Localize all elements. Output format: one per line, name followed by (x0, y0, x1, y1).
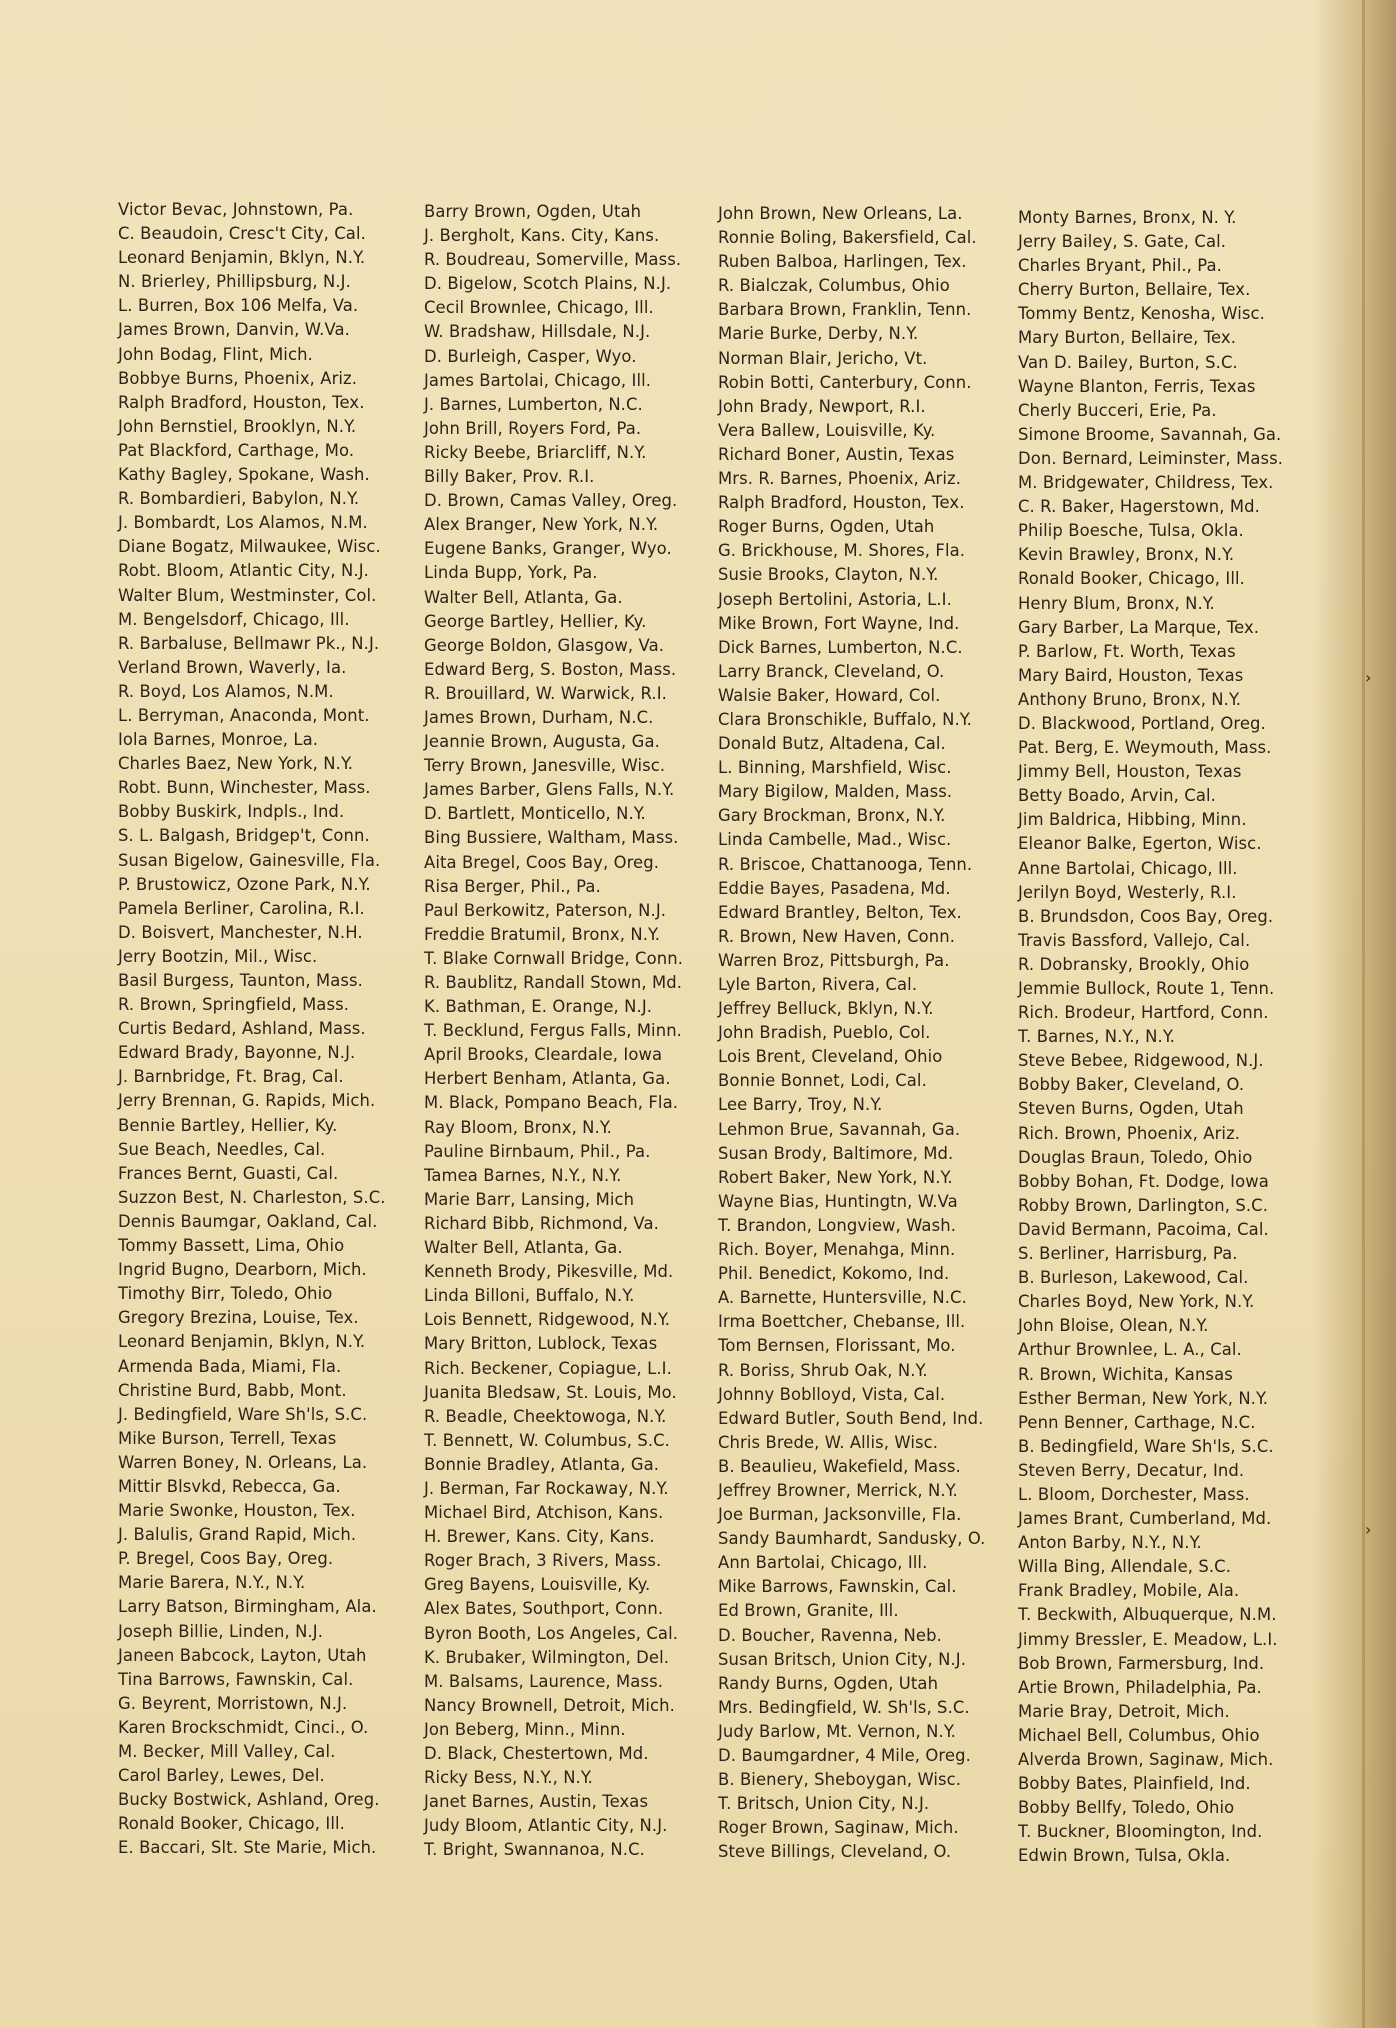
name-entry: Wayne Blanton, Ferris, Texas (1018, 376, 1256, 396)
name-entry: Willa Bing, Allendale, S.C. (1018, 1557, 1232, 1577)
name-entry: Rich. Brown, Phoenix, Ariz. (1018, 1123, 1241, 1143)
name-entry: Pat. Berg, E. Weymouth, Mass. (1018, 738, 1272, 758)
name-entry: Aita Bregel, Coos Bay, Oreg. (424, 852, 660, 872)
name-entry: Jon Beberg, Minn., Minn. (424, 1719, 626, 1739)
name-entry: Judy Bloom, Atlantic City, N.J. (424, 1816, 668, 1836)
name-entry: T. Bright, Swannanoa, N.C. (424, 1840, 645, 1860)
name-entry: Curtis Bedard, Ashland, Mass. (118, 1019, 366, 1039)
name-entry: Walter Bell, Atlanta, Ga. (424, 587, 623, 607)
name-entry: R. Barbaluse, Bellmawr Pk., N.J. (118, 633, 380, 653)
name-entry: G. Brickhouse, M. Shores, Fla. (718, 541, 966, 561)
name-entry: T. Blake Cornwall Bridge, Conn. (424, 948, 684, 968)
name-entry: M. Bengelsdorf, Chicago, Ill. (118, 609, 350, 629)
name-column-4 (1018, 206, 1308, 1868)
name-entry: Carol Barley, Lewes, Del. (118, 1766, 325, 1786)
name-entry: Frank Bradley, Mobile, Ala. (1018, 1581, 1240, 1601)
name-entry: Johnny Boblloyd, Vista, Cal. (718, 1384, 946, 1404)
name-entry: Jeffrey Belluck, Bklyn, N.Y. (718, 999, 934, 1019)
name-entry: George Boldon, Glasgow, Va. (424, 635, 665, 655)
name-entry: D. Brown, Camas Valley, Oreg. (424, 491, 678, 511)
name-entry: Jim Baldrica, Hibbing, Minn. (1018, 810, 1247, 830)
name-entry: D. Black, Chestertown, Md. (424, 1744, 649, 1763)
name-entry: Philip Boesche, Tulsa, Okla. (1018, 521, 1244, 541)
name-entry: D. Bartlett, Monticello, N.Y. (424, 804, 646, 824)
name-entry: Randy Burns, Ogden, Utah (718, 1673, 939, 1693)
name-entry: James Brown, Danvin, W.Va. (118, 320, 350, 340)
name-entry: Henry Blum, Bronx, N.Y. (1018, 593, 1215, 613)
name-entry: Joe Burman, Jacksonville, Fla. (718, 1505, 962, 1525)
name-entry: D. Boucher, Ravenna, Neb. (718, 1625, 942, 1645)
name-entry: Sue Beach, Needles, Cal. (118, 1139, 326, 1159)
name-entry: Don. Bernard, Leiminster, Mass. (1018, 448, 1284, 468)
name-entry: Susie Brooks, Clayton, N.Y. (718, 565, 939, 585)
name-entry: J. Bergholt, Kans. City, Kans. (424, 226, 660, 246)
name-entry: Penn Benner, Carthage, N.C. (1018, 1412, 1256, 1432)
name-entry: Bobbye Burns, Phoenix, Ariz. (118, 368, 358, 388)
name-entry: Jerry Brennan, G. Rapids, Mich. (118, 1091, 376, 1111)
name-entry: Esther Berman, New York, N.Y. (1018, 1388, 1269, 1408)
name-entry: L. Berryman, Anaconda, Mont. (118, 705, 370, 725)
name-entry: Simone Broome, Savannah, Ga. (1018, 424, 1282, 444)
name-entry: Bing Bussiere, Waltham, Mass. (424, 828, 679, 848)
name-entry: Gary Barber, La Marque, Tex. (1018, 617, 1260, 637)
name-entry: Edward Berg, S. Boston, Mass. (424, 659, 677, 679)
name-entry: Jerry Bailey, S. Gate, Cal. (1018, 232, 1227, 252)
name-entry: Lee Barry, Troy, N.Y. (718, 1095, 883, 1115)
name-entry: R. Brown, Wichita, Kansas (1018, 1364, 1233, 1384)
name-entry: Richard Bibb, Richmond, Va. (424, 1213, 659, 1233)
name-entry: Barry Brown, Ogden, Utah (424, 202, 642, 221)
name-entry: Juanita Bledsaw, St. Louis, Mo. (424, 1382, 677, 1402)
name-entry: Gary Brockman, Bronx, N.Y. (718, 806, 946, 826)
name-entry: Anthony Bruno, Bronx, N.Y. (1018, 689, 1242, 709)
name-entry: Ricky Bess, N.Y., N.Y. (424, 1768, 593, 1788)
name-entry: Walsie Baker, Howard, Col. (718, 685, 941, 705)
name-entry: T. Barnes, N.Y., N.Y. (1018, 1027, 1175, 1047)
name-entry: Marie Barera, N.Y., N.Y. (118, 1573, 306, 1593)
name-entry: Paul Berkowitz, Paterson, N.J. (424, 900, 667, 920)
name-entry: Janet Barnes, Austin, Texas (424, 1792, 649, 1812)
name-entry: Dennis Baumgar, Oakland, Cal. (118, 1211, 378, 1231)
name-entry: L. Bloom, Dorchester, Mass. (1018, 1484, 1250, 1504)
name-entry: Ronald Booker, Chicago, Ill. (118, 1814, 345, 1834)
name-entry: Joseph Billie, Linden, N.J. (118, 1621, 324, 1641)
name-entry: Ronnie Boling, Bakersfield, Cal. (718, 228, 977, 248)
name-entry: Douglas Braun, Toledo, Ohio (1018, 1147, 1253, 1167)
name-entry: J. Barnes, Lumberton, N.C. (424, 394, 643, 414)
name-entry: Robby Brown, Darlington, S.C. (1018, 1195, 1268, 1215)
name-entry: Charles Baez, New York, N.Y. (118, 754, 354, 774)
name-entry: Tina Barrows, Fawnskin, Cal. (118, 1669, 354, 1689)
name-entry: Warren Broz, Pittsburgh, Pa. (718, 950, 950, 970)
name-entry: Larry Branck, Cleveland, O. (718, 661, 945, 681)
name-entry: H. Brewer, Kans. City, Kans. (424, 1527, 655, 1547)
name-entry: Lyle Barton, Rivera, Cal. (718, 975, 918, 994)
name-entry: Susan Brody, Baltimore, Md. (718, 1143, 954, 1163)
name-entry: John Bodag, Flint, Mich. (118, 344, 313, 364)
name-entry: Jimmy Bell, Houston, Texas (1018, 762, 1242, 782)
name-entry: Lois Bennett, Ridgewood, N.Y. (424, 1310, 671, 1330)
name-entry: Michael Bell, Columbus, Ohio (1018, 1725, 1260, 1745)
name-entry: Edward Butler, South Bend, Ind. (718, 1408, 984, 1428)
name-entry: Basil Burgess, Taunton, Mass. (118, 971, 363, 990)
name-entry: John Bernstiel, Brooklyn, N.Y. (118, 416, 357, 436)
name-entry: Gregory Brezina, Louise, Tex. (118, 1308, 359, 1328)
name-entry: Suzzon Best, N. Charleston, S.C. (118, 1187, 386, 1207)
name-entry: Bennie Bartley, Hellier, Ky. (118, 1115, 338, 1135)
name-entry: Steve Billings, Cleveland, O. (718, 1842, 952, 1862)
name-list-columns (118, 198, 1308, 1866)
name-entry: Chris Brede, W. Allis, Wisc. (718, 1432, 939, 1452)
name-entry: Cecil Brownlee, Chicago, Ill. (424, 298, 654, 318)
name-entry: Warren Boney, N. Orleans, La. (118, 1452, 368, 1472)
name-entry: Nancy Brownell, Detroit, Mich. (424, 1695, 675, 1715)
name-entry: M. Becker, Mill Valley, Cal. (118, 1742, 336, 1761)
name-entry: M. Balsams, Laurence, Mass. (424, 1671, 664, 1691)
name-entry: C. R. Baker, Hagerstown, Md. (1018, 497, 1260, 517)
name-entry: John Brown, New Orleans, La. (718, 204, 963, 223)
name-entry: Ralph Bradford, Houston, Tex. (118, 392, 365, 412)
name-entry: Ed Brown, Granite, Ill. (718, 1601, 899, 1621)
margin-mark: › (1365, 668, 1372, 687)
name-entry: Kevin Brawley, Bronx, N.Y. (1018, 545, 1235, 565)
name-entry: P. Bregel, Coos Bay, Oreg. (118, 1549, 334, 1569)
name-entry: Dick Barnes, Lumberton, N.C. (718, 637, 963, 657)
name-entry: B. Brundsdon, Coos Bay, Oreg. (1018, 906, 1274, 926)
name-entry: R. Brown, New Haven, Conn. (718, 926, 956, 946)
name-entry: Arthur Brownlee, L. A., Cal. (1018, 1340, 1242, 1360)
name-entry: Verland Brown, Waverly, Ia. (118, 657, 347, 677)
name-entry: Ray Bloom, Bronx, N.Y. (424, 1117, 612, 1137)
name-entry: James Brown, Durham, N.C. (424, 707, 654, 727)
name-entry: Greg Bayens, Louisville, Ky. (424, 1575, 651, 1595)
name-entry: Roger Burns, Ogden, Utah (718, 517, 935, 537)
name-entry: Alverda Brown, Saginaw, Mich. (1018, 1750, 1274, 1769)
name-entry: Eddie Bayes, Pasadena, Md. (718, 878, 951, 898)
name-entry: R. Boyd, Los Alamos, N.M. (118, 681, 334, 701)
name-entry: Larry Batson, Birmingham, Ala. (118, 1597, 377, 1617)
name-entry: J. Berman, Far Rockaway, N.Y. (424, 1478, 669, 1498)
name-entry: J. Barnbridge, Ft. Brag, Cal. (118, 1067, 344, 1087)
name-entry: Barbara Brown, Franklin, Tenn. (718, 300, 972, 320)
name-entry: Irma Boettcher, Chebanse, Ill. (718, 1312, 966, 1332)
name-entry: P. Barlow, Ft. Worth, Texas (1018, 641, 1236, 661)
name-entry: D. Bigelow, Scotch Plains, N.J. (424, 274, 672, 294)
name-entry: Steve Bebee, Ridgewood, N.J. (1018, 1051, 1264, 1071)
name-entry: Mrs. Bedingfield, W. Sh'ls, S.C. (718, 1697, 970, 1717)
name-entry: B. Bienery, Sheboygan, Wisc. (718, 1770, 962, 1790)
name-column-2 (424, 200, 718, 1862)
name-entry: Kenneth Brody, Pikesville, Md. (424, 1262, 674, 1282)
name-entry: Jeannie Brown, Augusta, Ga. (424, 732, 660, 752)
name-entry: Edward Brady, Bayonne, N.J. (118, 1043, 356, 1063)
name-entry: Jemmie Bullock, Route 1, Tenn. (1018, 979, 1275, 998)
name-entry: Susan Bigelow, Gainesville, Fla. (118, 850, 381, 870)
name-entry: Jerilyn Boyd, Westerly, R.I. (1018, 882, 1237, 902)
name-entry: Marie Swonke, Houston, Tex. (118, 1501, 356, 1521)
name-entry: R. Dobransky, Brookly, Ohio (1018, 954, 1250, 974)
name-entry: Janeen Babcock, Layton, Utah (118, 1645, 367, 1665)
name-column-1 (118, 198, 424, 1860)
name-entry: Van D. Bailey, Burton, S.C. (1018, 352, 1238, 372)
name-entry: Eugene Banks, Granger, Wyo. (424, 539, 672, 559)
name-entry: Leonard Benjamin, Bklyn, N.Y. (118, 248, 366, 268)
name-entry: Charles Bryant, Phil., Pa. (1018, 256, 1222, 276)
name-entry: Michael Bird, Atchison, Kans. (424, 1503, 664, 1523)
name-entry: Iola Barnes, Monroe, La. (118, 730, 319, 750)
name-entry: Mary Bigilow, Malden, Mass. (718, 782, 953, 802)
name-entry: Edwin Brown, Tulsa, Okla. (1018, 1846, 1231, 1866)
name-entry: R. Boudreau, Somerville, Mass. (424, 250, 682, 270)
name-entry: Pamela Berliner, Carolina, R.I. (118, 898, 365, 918)
name-entry: M. Black, Pompano Beach, Fla. (424, 1093, 679, 1113)
name-entry: Mike Brown, Fort Wayne, Ind. (718, 613, 960, 633)
name-entry: Clara Bronschikle, Buffalo, N.Y. (718, 709, 972, 729)
name-entry: R. Briscoe, Chattanooga, Tenn. (718, 854, 973, 874)
name-entry: Roger Brown, Saginaw, Mich. (718, 1818, 959, 1838)
name-entry: P. Brustowicz, Ozone Park, N.Y. (118, 874, 371, 894)
name-entry: Pauline Birnbaum, Phil., Pa. (424, 1141, 651, 1161)
name-entry: Rich. Beckener, Copiague, L.I. (424, 1358, 672, 1378)
name-entry: Rich. Brodeur, Hartford, Conn. (1018, 1003, 1269, 1023)
name-entry: Bobby Bohan, Ft. Dodge, Iowa (1018, 1171, 1269, 1191)
name-entry: B. Burleson, Lakewood, Cal. (1018, 1268, 1249, 1288)
name-entry: L. Binning, Marshfield, Wisc. (718, 758, 952, 778)
name-entry: Bucky Bostwick, Ashland, Oreg. (118, 1790, 380, 1810)
name-entry: Robin Botti, Canterbury, Conn. (718, 372, 972, 392)
name-entry: Karen Brockschmidt, Cinci., O. (118, 1717, 369, 1737)
name-entry: Mary Baird, Houston, Texas (1018, 665, 1244, 685)
name-entry: Artie Brown, Philadelphia, Pa. (1018, 1677, 1262, 1697)
name-entry: Norman Blair, Jericho, Vt. (718, 348, 928, 368)
name-entry: Bobby Bates, Plainfield, Ind. (1018, 1774, 1251, 1794)
name-entry: James Brant, Cumberland, Md. (1018, 1509, 1272, 1529)
name-entry: John Brill, Royers Ford, Pa. (424, 418, 642, 438)
name-entry: John Brady, Newport, R.I. (718, 396, 926, 416)
name-entry: Herbert Benham, Atlanta, Ga. (424, 1069, 671, 1089)
name-entry: Marie Barr, Lansing, Mich (424, 1189, 635, 1209)
name-entry: J. Balulis, Grand Rapid, Mich. (118, 1525, 357, 1545)
name-entry: R. Beadle, Cheektowoga, N.Y. (424, 1406, 667, 1426)
name-entry: Marie Burke, Derby, N.Y. (718, 324, 919, 344)
name-entry: Susan Britsch, Union City, N.J. (718, 1649, 967, 1669)
name-entry: Cherry Burton, Bellaire, Tex. (1018, 280, 1251, 300)
name-entry: Mary Britton, Lublock, Texas (424, 1334, 658, 1354)
name-entry: T. Becklund, Fergus Falls, Minn. (424, 1021, 682, 1041)
name-entry: Phil. Benedict, Kokomo, Ind. (718, 1264, 950, 1284)
name-entry: S. Berliner, Harrisburg, Pa. (1018, 1244, 1238, 1264)
name-entry: R. Brouillard, W. Warwick, R.I. (424, 683, 667, 703)
name-entry: Edward Brantley, Belton, Tex. (718, 902, 962, 922)
name-entry: Tom Bernsen, Florissant, Mo. (718, 1336, 956, 1356)
name-entry: Bonnie Bradley, Atlanta, Ga. (424, 1454, 660, 1474)
name-entry: James Bartolai, Chicago, Ill. (424, 370, 652, 390)
name-entry: D. Baumgardner, 4 Mile, Oreg. (718, 1746, 971, 1765)
name-entry: Lois Brent, Cleveland, Ohio (718, 1047, 943, 1067)
name-entry: L. Burren, Box 106 Melfa, Va. (118, 296, 359, 316)
name-entry: Linda Billoni, Buffalo, N.Y. (424, 1286, 635, 1306)
name-entry: Frances Bernt, Guasti, Cal. (118, 1163, 339, 1183)
name-entry: Joseph Bertolini, Astoria, L.I. (718, 589, 952, 609)
name-entry: Timothy Birr, Toledo, Ohio (118, 1284, 333, 1304)
name-entry: Richard Boner, Austin, Texas (718, 444, 955, 464)
name-entry: Linda Cambelle, Mad., Wisc. (718, 830, 952, 850)
name-entry: Christine Burd, Babb, Mont. (118, 1380, 347, 1400)
name-entry: James Barber, Glens Falls, N.Y. (424, 780, 675, 800)
name-entry: Marie Bray, Detroit, Mich. (1018, 1701, 1230, 1721)
name-entry: Ruben Balboa, Harlingen, Tex. (718, 252, 967, 272)
name-entry: Mike Barrows, Fawnskin, Cal. (718, 1577, 957, 1597)
name-entry: W. Bradshaw, Hillsdale, N.J. (424, 322, 651, 342)
name-entry: Tamea Barnes, N.Y., N.Y. (424, 1165, 622, 1185)
name-entry: David Bermann, Pacoima, Cal. (1018, 1219, 1269, 1239)
name-entry: Walter Blum, Westminster, Col. (118, 585, 377, 605)
name-entry: D. Boisvert, Manchester, N.H. (118, 922, 363, 942)
name-entry: A. Barnette, Huntersville, N.C. (718, 1288, 967, 1308)
name-entry: R. Boriss, Shrub Oak, N.Y. (718, 1360, 928, 1380)
name-entry: Sandy Baumhardt, Sandusky, O. (718, 1529, 986, 1549)
name-entry: Ricky Beebe, Briarcliff, N.Y. (424, 442, 647, 462)
name-entry: R. Brown, Springfield, Mass. (118, 995, 350, 1015)
name-entry: R. Bialczak, Columbus, Ohio (718, 276, 950, 296)
name-entry: J. Bombardt, Los Alamos, N.M. (118, 513, 368, 533)
name-entry: Jerry Bootzin, Mil., Wisc. (118, 946, 318, 966)
name-entry: T. Brandon, Longview, Wash. (718, 1215, 957, 1235)
name-entry: Betty Boado, Arvin, Cal. (1018, 786, 1216, 806)
name-entry: Lehmon Brue, Savannah, Ga. (718, 1119, 961, 1139)
name-entry: E. Baccari, Slt. Ste Marie, Mich. (118, 1838, 377, 1858)
name-entry: R. Bombardieri, Babylon, N.Y. (118, 489, 360, 509)
name-entry: J. Bedingfield, Ware Sh'ls, S.C. (118, 1404, 368, 1424)
name-entry: K. Bathman, E. Orange, N.J. (424, 997, 653, 1017)
name-entry: Mrs. R. Barnes, Phoenix, Ariz. (718, 469, 962, 489)
name-entry: Judy Barlow, Mt. Vernon, N.Y. (718, 1721, 956, 1741)
name-entry: T. Britsch, Union City, N.J. (718, 1794, 930, 1814)
name-entry: Eleanor Balke, Egerton, Wisc. (1018, 834, 1262, 854)
name-entry: Ralph Bradford, Houston, Tex. (718, 493, 965, 513)
name-entry: M. Bridgewater, Childress, Tex. (1018, 473, 1274, 493)
name-entry: Mittir Blsvkd, Rebecca, Ga. (118, 1476, 341, 1496)
name-entry: G. Beyrent, Morristown, N.J. (118, 1693, 348, 1713)
name-entry: Bobby Baker, Cleveland, O. (1018, 1075, 1245, 1095)
name-entry: Bonnie Bonnet, Lodi, Cal. (718, 1071, 927, 1091)
name-entry: T. Bennett, W. Columbus, S.C. (424, 1430, 670, 1450)
name-entry: Kathy Bagley, Spokane, Wash. (118, 465, 370, 485)
name-entry: Cherly Bucceri, Erie, Pa. (1018, 400, 1217, 420)
name-entry: D. Burleigh, Casper, Wyo. (424, 346, 637, 366)
name-entry: Mike Burson, Terrell, Texas (118, 1428, 337, 1448)
name-entry: Bob Brown, Farmersburg, Ind. (1018, 1653, 1265, 1673)
name-entry: Rich. Boyer, Menahga, Minn. (718, 1240, 956, 1260)
name-entry: Ann Bartolai, Chicago, Ill. (718, 1553, 928, 1573)
name-entry: B. Bedingfield, Ware Sh'ls, S.C. (1018, 1436, 1274, 1456)
name-entry: Steven Burns, Ogden, Utah (1018, 1099, 1244, 1119)
name-entry: Diane Bogatz, Milwaukee, Wisc. (118, 537, 381, 557)
name-entry: John Bradish, Pueblo, Col. (718, 1023, 931, 1043)
name-entry: Roger Brach, 3 Rivers, Mass. (424, 1551, 662, 1571)
name-entry: Jeffrey Browner, Merrick, N.Y. (718, 1480, 958, 1500)
name-entry: Robt. Bloom, Atlantic City, N.J. (118, 561, 369, 581)
name-entry: Tommy Bentz, Kenosha, Wisc. (1018, 304, 1265, 324)
name-entry: George Bartley, Hellier, Ky. (424, 611, 647, 631)
name-entry: T. Beckwith, Albuquerque, N.M. (1018, 1605, 1277, 1625)
name-entry: C. Beaudoin, Cresc't City, Cal. (118, 224, 366, 244)
name-entry: April Brooks, Cleardale, Iowa (424, 1045, 663, 1065)
name-entry: Ronald Booker, Chicago, Ill. (1018, 569, 1245, 589)
name-entry: Billy Baker, Prov. R.I. (424, 467, 595, 487)
name-entry: Linda Bupp, York, Pa. (424, 563, 598, 583)
name-entry: Pat Blackford, Carthage, Mo. (118, 440, 355, 460)
name-entry: Donald Butz, Altadena, Cal. (718, 734, 946, 754)
name-entry: Jimmy Bressler, E. Meadow, L.I. (1018, 1629, 1278, 1649)
name-entry: Vera Ballew, Louisville, Ky. (718, 420, 936, 440)
name-entry: Victor Bevac, Johnstown, Pa. (118, 200, 354, 219)
name-entry: Mary Burton, Bellaire, Tex. (1018, 328, 1237, 348)
name-entry: Charles Boyd, New York, N.Y. (1018, 1292, 1255, 1312)
name-entry: Ingrid Bugno, Dearborn, Mich. (118, 1260, 367, 1280)
name-entry: D. Blackwood, Portland, Oreg. (1018, 713, 1266, 733)
margin-mark: › (1365, 1520, 1372, 1539)
name-entry: Tommy Bassett, Lima, Ohio (118, 1236, 345, 1256)
name-entry: John Bloise, Olean, N.Y. (1018, 1316, 1209, 1336)
name-entry: Steven Berry, Decatur, Ind. (1018, 1460, 1245, 1480)
name-entry: K. Brubaker, Wilmington, Del. (424, 1647, 670, 1667)
name-entry: N. Brierley, Phillipsburg, N.J. (118, 272, 351, 292)
name-entry: Terry Brown, Janesville, Wisc. (424, 756, 666, 776)
name-entry: S. L. Balgash, Bridgep't, Conn. (118, 826, 370, 846)
name-entry: Bobby Buskirk, Indpls., Ind. (118, 802, 345, 822)
name-entry: Alex Branger, New York, N.Y. (424, 515, 659, 535)
name-entry: Anne Bartolai, Chicago, Ill. (1018, 858, 1238, 878)
name-entry: Byron Booth, Los Angeles, Cal. (424, 1623, 679, 1643)
name-entry: Robt. Bunn, Winchester, Mass. (118, 778, 371, 798)
name-entry: Robert Baker, New York, N.Y. (718, 1167, 953, 1187)
name-entry: Alex Bates, Southport, Conn. (424, 1599, 664, 1619)
name-entry: Freddie Bratumil, Bronx, N.Y. (424, 924, 661, 944)
name-entry: Monty Barnes, Bronx, N. Y. (1018, 208, 1237, 227)
name-entry: B. Beaulieu, Wakefield, Mass. (718, 1456, 961, 1476)
name-entry: Anton Barby, N.Y., N.Y. (1018, 1533, 1202, 1553)
name-entry: Leonard Benjamin, Bklyn, N.Y. (118, 1332, 366, 1352)
name-column-3 (718, 202, 1018, 1864)
name-entry: Risa Berger, Phil., Pa. (424, 876, 601, 896)
name-entry: Bobby Bellfy, Toledo, Ohio (1018, 1798, 1235, 1818)
name-entry: R. Baublitz, Randall Stown, Md. (424, 973, 683, 992)
name-entry: T. Buckner, Bloomington, Ind. (1018, 1822, 1263, 1842)
name-entry: Travis Bassford, Vallejo, Cal. (1018, 930, 1251, 950)
name-entry: Armenda Bada, Miami, Fla. (118, 1356, 342, 1376)
page-edge-shadow (1362, 0, 1365, 2028)
name-entry: Wayne Bias, Huntingtn, W.Va (718, 1191, 958, 1211)
name-entry: Walter Bell, Atlanta, Ga. (424, 1238, 623, 1258)
